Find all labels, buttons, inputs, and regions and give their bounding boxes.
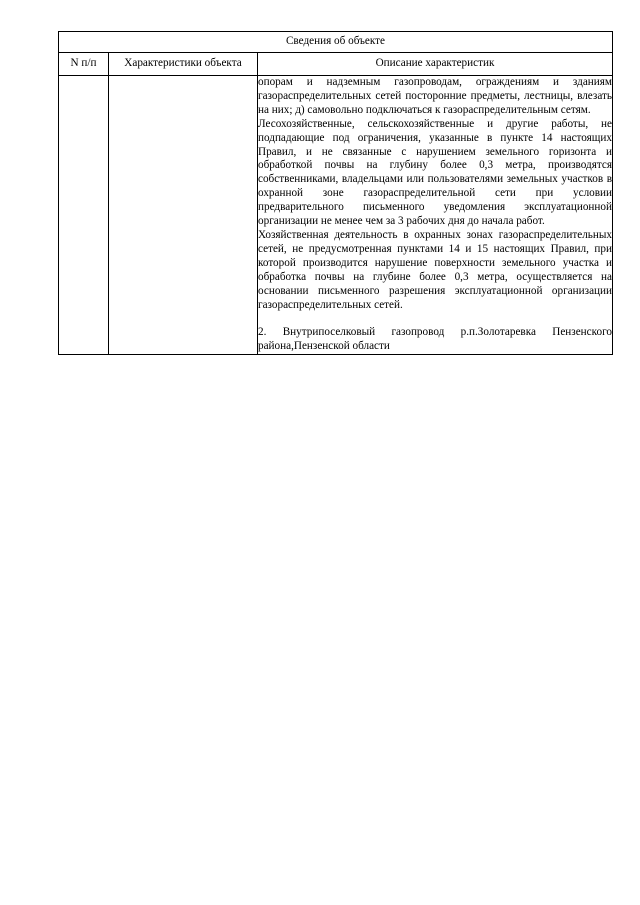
header-description: Описание характеристик xyxy=(258,53,613,76)
description-paragraph-4: 2. Внутрипоселковый газопровод р.п.Золотаревка Пензенского района,Пензенской области xyxy=(258,326,612,353)
table-row xyxy=(59,76,613,355)
table-title-row xyxy=(59,32,613,53)
cell-description xyxy=(258,76,613,355)
description-paragraph-1: опорам и надземным газопроводам, ограждениям и зданиям газораспределительных сетей посторонние предметы, лестницы, влезать на них; д) самовольно подключаться к газораспределительным сетям. xyxy=(258,76,612,116)
description-paragraph-3: Хозяйственная деятельность в охранных зонах газораспределительных сетей, не предусмотренная пунктами 14 и 15 настоящих Правил, при которой производится нарушение поверхности земельного участка и обработка почвы на глубине более 0,3 метра, осуществляется на основании письменного разрешения эксплуатационной организации газораспределительных сетей. xyxy=(258,228,612,311)
table-header-row xyxy=(59,53,613,76)
header-number: N п/п xyxy=(59,53,109,76)
cell-number xyxy=(59,76,109,355)
object-info-table xyxy=(58,31,613,355)
description-paragraph-2: Лесохозяйственные, сельскохозяйственные и другие работы, не подпадающие под ограничения, указанные в пункте 14 настоящих Правил, и не связанные с нарушением земельного горизонта и обработкой почвы на глубину более 0,3 метра, производятся собственниками, владельцами или пользователями земельных участков в охранной зоне газораспределительной сети при условии предварительного письменного уведомления эксплуатационной организации не менее чем за 3 рабочих дня до начала работ. xyxy=(258,117,612,228)
header-characteristics: Характеристики объекта xyxy=(109,53,258,76)
cell-characteristics xyxy=(109,76,258,355)
table-title: Сведения об объекте xyxy=(59,32,613,53)
